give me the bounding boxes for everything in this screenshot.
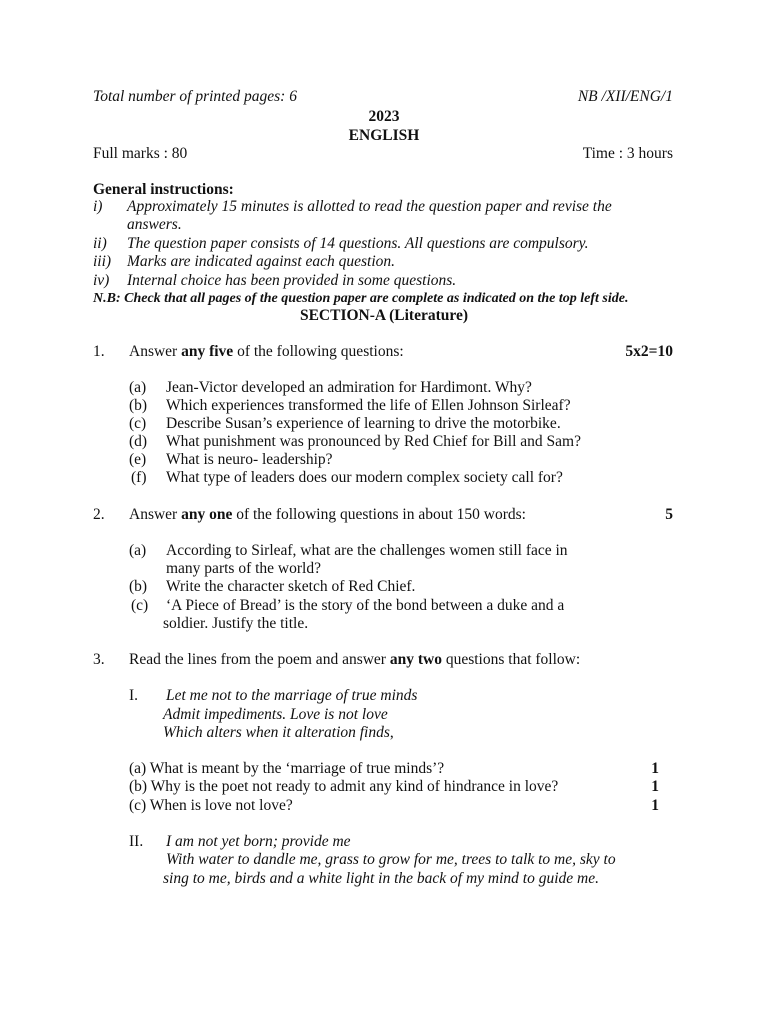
q1-number: 1. bbox=[93, 343, 105, 360]
q1-marks: 5x2=10 bbox=[625, 343, 673, 360]
instruction-text: Internal choice has been provided in some questions. bbox=[127, 272, 457, 289]
q1-sub-text: Jean-Victor developed an admiration for Hardimont. Why? bbox=[166, 379, 532, 396]
q2-sub-text-cont: many parts of the world? bbox=[166, 560, 321, 577]
poem-line: With water to dandle me, grass to grow for me, trees to talk to me, sky to bbox=[166, 851, 616, 868]
q3-number: 3. bbox=[93, 651, 105, 668]
q2-sub-label: (c) bbox=[131, 597, 149, 614]
poem-line: Let me not to the marriage of true minds bbox=[166, 687, 418, 704]
full-marks: Full marks : 80 bbox=[93, 145, 188, 162]
poem-question-marks: 1 bbox=[651, 760, 659, 777]
poem-question: (a) What is meant by the ‘marriage of true minds’? bbox=[129, 760, 445, 777]
q1-sub-text: What punishment was pronounced by Red Chief for Bill and Sam? bbox=[166, 433, 581, 450]
nb-note: N.B: Check that all pages of the question paper are complete as indicated on the top left side. bbox=[93, 291, 629, 306]
q1-sub-text: What is neuro- leadership? bbox=[166, 451, 333, 468]
section-a-title: SECTION-A (Literature) bbox=[299, 307, 469, 324]
q2-sub-label: (a) bbox=[129, 542, 147, 559]
q2-sub-text: According to Sirleaf, what are the challenges women still face in bbox=[166, 542, 568, 559]
instruction-num: iv) bbox=[93, 272, 110, 289]
instruction-text: Marks are indicated against each question. bbox=[127, 253, 396, 270]
q1-sub-text: Which experiences transformed the life of Ellen Johnson Sirleaf? bbox=[166, 397, 571, 414]
poem-question-marks: 1 bbox=[651, 778, 659, 795]
q2-sub-text: Write the character sketch of Red Chief. bbox=[166, 578, 416, 595]
instructions-title: General instructions: bbox=[93, 181, 234, 198]
q1-sub-text: Describe Susan’s experience of learning to drive the motorbike. bbox=[166, 415, 561, 432]
q1-sub-text: What type of leaders does our modern complex society call for? bbox=[166, 469, 563, 486]
q3-prompt: Read the lines from the poem and answer any two questions that follow: bbox=[129, 651, 581, 668]
instruction-text-cont: answers. bbox=[127, 216, 182, 233]
poem-line: Which alters when it alteration finds, bbox=[163, 724, 394, 741]
poem-part-number: II. bbox=[129, 833, 144, 850]
q2-marks: 5 bbox=[665, 506, 673, 523]
q1-sub-label: (d) bbox=[129, 433, 148, 450]
poem-question-marks: 1 bbox=[651, 797, 659, 814]
q1-sub-label: (f) bbox=[131, 469, 147, 486]
exam-year: 2023 bbox=[368, 108, 400, 125]
q1-sub-label: (e) bbox=[129, 451, 147, 468]
instruction-num: i) bbox=[93, 198, 103, 215]
poem-question: (c) When is love not love? bbox=[129, 797, 293, 814]
poem-line: Admit impediments. Love is not love bbox=[163, 706, 388, 723]
q2-sub-text: ‘A Piece of Bread’ is the story of the bond between a duke and a bbox=[166, 597, 565, 614]
q2-number: 2. bbox=[93, 506, 105, 523]
q2-prompt: Answer any one of the following questions in about 150 words: bbox=[129, 506, 526, 523]
poem-line: I am not yet born; provide me bbox=[166, 833, 351, 850]
poem-question: (b) Why is the poet not ready to admit any kind of hindrance in love? bbox=[129, 778, 559, 795]
paper-code: NB /XII/ENG/1 bbox=[577, 88, 673, 105]
printed-pages-note: Total number of printed pages: 6 bbox=[93, 88, 297, 105]
q1-sub-label: (b) bbox=[129, 397, 148, 414]
subject-title: ENGLISH bbox=[348, 127, 420, 144]
q1-sub-label: (c) bbox=[129, 415, 147, 432]
q2-sub-text-cont: soldier. Justify the title. bbox=[163, 615, 309, 632]
instruction-text: The question paper consists of 14 questions. All questions are compulsory. bbox=[127, 235, 589, 252]
time-allowed: Time : 3 hours bbox=[582, 145, 673, 162]
q1-sub-label: (a) bbox=[129, 379, 147, 396]
instruction-num: iii) bbox=[93, 253, 112, 270]
instruction-text: Approximately 15 minutes is allotted to read the question paper and revise the bbox=[127, 198, 612, 215]
poem-part-number: I. bbox=[129, 687, 139, 704]
q2-sub-label: (b) bbox=[129, 578, 148, 595]
poem-line: sing to me, birds and a white light in the back of my mind to guide me. bbox=[163, 870, 599, 887]
q1-prompt: Answer any five of the following questions: bbox=[129, 343, 404, 360]
instruction-num: ii) bbox=[93, 235, 107, 252]
